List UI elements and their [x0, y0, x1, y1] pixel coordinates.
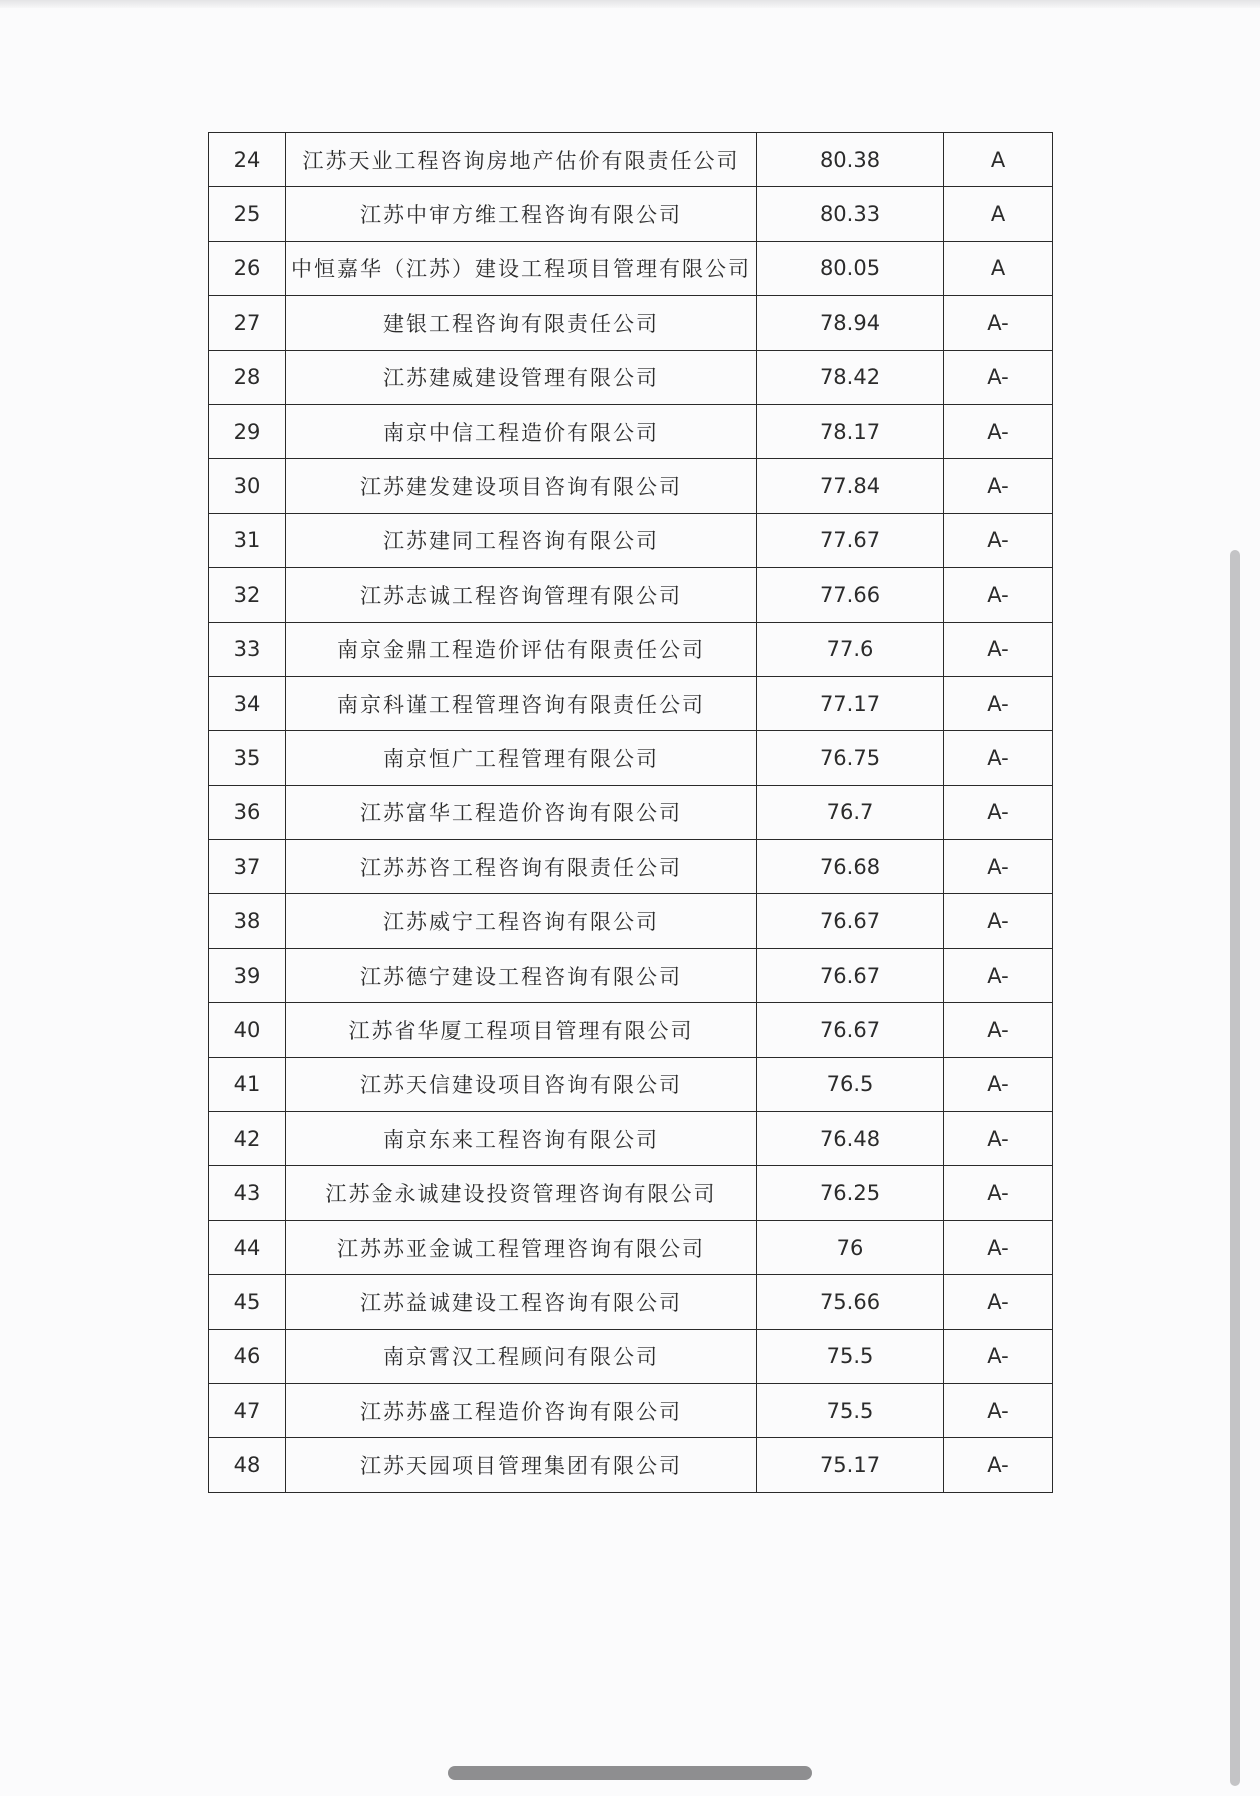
table-row [209, 840, 1053, 894]
score-value: 80.05 [757, 241, 944, 295]
table-row [209, 731, 1053, 785]
row-number: 45 [209, 1275, 286, 1329]
row-number: 29 [209, 404, 286, 458]
score-value: 76.67 [757, 894, 944, 948]
score-value: 78.94 [757, 296, 944, 350]
table-row [209, 296, 1053, 350]
row-number: 32 [209, 568, 286, 622]
grade-value: A [944, 187, 1053, 241]
table-row [209, 1003, 1053, 1057]
company-name: 江苏中审方维工程咨询有限公司 [286, 187, 757, 241]
company-name: 江苏苏咨工程咨询有限责任公司 [286, 840, 757, 894]
ratings-table [208, 132, 1053, 1493]
score-value: 78.17 [757, 404, 944, 458]
grade-value: A- [944, 1057, 1053, 1111]
grade-value: A- [944, 404, 1053, 458]
grade-value: A- [944, 1003, 1053, 1057]
score-value: 76 [757, 1220, 944, 1274]
row-number: 34 [209, 676, 286, 730]
grade-value: A- [944, 459, 1053, 513]
table-row [209, 513, 1053, 567]
table-row [209, 1329, 1053, 1383]
score-value: 77.6 [757, 622, 944, 676]
company-name: 江苏天业工程咨询房地产估价有限责任公司 [286, 133, 757, 187]
score-value: 75.66 [757, 1275, 944, 1329]
score-value: 75.5 [757, 1383, 944, 1437]
company-name: 江苏建威建设管理有限公司 [286, 350, 757, 404]
company-name: 南京科谨工程管理咨询有限责任公司 [286, 676, 757, 730]
company-name: 南京金鼎工程造价评估有限责任公司 [286, 622, 757, 676]
table-row [209, 676, 1053, 730]
grade-value: A- [944, 1383, 1053, 1437]
company-name: 江苏志诚工程咨询管理有限公司 [286, 568, 757, 622]
score-value: 76.67 [757, 948, 944, 1002]
row-number: 24 [209, 133, 286, 187]
score-value: 78.42 [757, 350, 944, 404]
row-number: 42 [209, 1112, 286, 1166]
company-name: 江苏天信建设项目咨询有限公司 [286, 1057, 757, 1111]
row-number: 40 [209, 1003, 286, 1057]
page-top-edge [0, 0, 1260, 8]
company-name: 江苏金永诚建设投资管理咨询有限公司 [286, 1166, 757, 1220]
table-row [209, 350, 1053, 404]
grade-value: A- [944, 840, 1053, 894]
table-row [209, 1057, 1053, 1111]
score-value: 75.17 [757, 1438, 944, 1492]
table-row [209, 404, 1053, 458]
company-name: 江苏苏亚金诚工程管理咨询有限公司 [286, 1220, 757, 1274]
table-row [209, 1220, 1053, 1274]
score-value: 76.75 [757, 731, 944, 785]
score-value: 77.17 [757, 676, 944, 730]
company-name: 江苏省华厦工程项目管理有限公司 [286, 1003, 757, 1057]
grade-value: A- [944, 296, 1053, 350]
company-name: 江苏建同工程咨询有限公司 [286, 513, 757, 567]
company-name: 江苏德宁建设工程咨询有限公司 [286, 948, 757, 1002]
scrollbar-thumb[interactable] [1230, 550, 1240, 1786]
row-number: 25 [209, 187, 286, 241]
grade-value: A- [944, 785, 1053, 839]
grade-value: A [944, 133, 1053, 187]
grade-value: A- [944, 948, 1053, 1002]
table-row [209, 894, 1053, 948]
row-number: 31 [209, 513, 286, 567]
row-number: 27 [209, 296, 286, 350]
row-number: 30 [209, 459, 286, 513]
row-number: 43 [209, 1166, 286, 1220]
row-number: 35 [209, 731, 286, 785]
table-row [209, 459, 1053, 513]
ratings-table-body [209, 133, 1053, 1493]
grade-value: A [944, 241, 1053, 295]
company-name: 南京霄汉工程顾问有限公司 [286, 1329, 757, 1383]
company-name: 南京恒广工程管理有限公司 [286, 731, 757, 785]
row-number: 38 [209, 894, 286, 948]
row-number: 41 [209, 1057, 286, 1111]
score-value: 77.84 [757, 459, 944, 513]
table-row [209, 1275, 1053, 1329]
company-name: 江苏威宁工程咨询有限公司 [286, 894, 757, 948]
grade-value: A- [944, 676, 1053, 730]
company-name: 江苏建发建设项目咨询有限公司 [286, 459, 757, 513]
grade-value: A- [944, 513, 1053, 567]
home-indicator[interactable] [448, 1766, 812, 1780]
row-number: 47 [209, 1383, 286, 1437]
score-value: 77.66 [757, 568, 944, 622]
grade-value: A- [944, 731, 1053, 785]
company-name: 建银工程咨询有限责任公司 [286, 296, 757, 350]
company-name: 江苏富华工程造价咨询有限公司 [286, 785, 757, 839]
table-row [209, 1112, 1053, 1166]
row-number: 39 [209, 948, 286, 1002]
grade-value: A- [944, 894, 1053, 948]
row-number: 26 [209, 241, 286, 295]
row-number: 46 [209, 1329, 286, 1383]
score-value: 76.25 [757, 1166, 944, 1220]
score-value: 76.48 [757, 1112, 944, 1166]
row-number: 33 [209, 622, 286, 676]
table-row [209, 568, 1053, 622]
row-number: 36 [209, 785, 286, 839]
table-row [209, 1383, 1053, 1437]
grade-value: A- [944, 622, 1053, 676]
score-value: 76.7 [757, 785, 944, 839]
row-number: 44 [209, 1220, 286, 1274]
grade-value: A- [944, 568, 1053, 622]
table-row [209, 1438, 1053, 1492]
table-row [209, 948, 1053, 1002]
company-name: 中恒嘉华（江苏）建设工程项目管理有限公司 [286, 241, 757, 295]
company-name: 南京东来工程咨询有限公司 [286, 1112, 757, 1166]
grade-value: A- [944, 1220, 1053, 1274]
table-row [209, 1166, 1053, 1220]
grade-value: A- [944, 1112, 1053, 1166]
score-value: 76.67 [757, 1003, 944, 1057]
score-value: 76.68 [757, 840, 944, 894]
table-row [209, 785, 1053, 839]
row-number: 37 [209, 840, 286, 894]
score-value: 75.5 [757, 1329, 944, 1383]
grade-value: A- [944, 1166, 1053, 1220]
score-value: 80.38 [757, 133, 944, 187]
company-name: 江苏天园项目管理集团有限公司 [286, 1438, 757, 1492]
score-value: 80.33 [757, 187, 944, 241]
grade-value: A- [944, 1329, 1053, 1383]
table-row [209, 133, 1053, 187]
row-number: 28 [209, 350, 286, 404]
score-value: 77.67 [757, 513, 944, 567]
table-row [209, 622, 1053, 676]
grade-value: A- [944, 350, 1053, 404]
company-name: 江苏苏盛工程造价咨询有限公司 [286, 1383, 757, 1437]
grade-value: A- [944, 1438, 1053, 1492]
row-number: 48 [209, 1438, 286, 1492]
grade-value: A- [944, 1275, 1053, 1329]
score-value: 76.5 [757, 1057, 944, 1111]
company-name: 南京中信工程造价有限公司 [286, 404, 757, 458]
table-row [209, 241, 1053, 295]
table-row [209, 187, 1053, 241]
company-name: 江苏益诚建设工程咨询有限公司 [286, 1275, 757, 1329]
